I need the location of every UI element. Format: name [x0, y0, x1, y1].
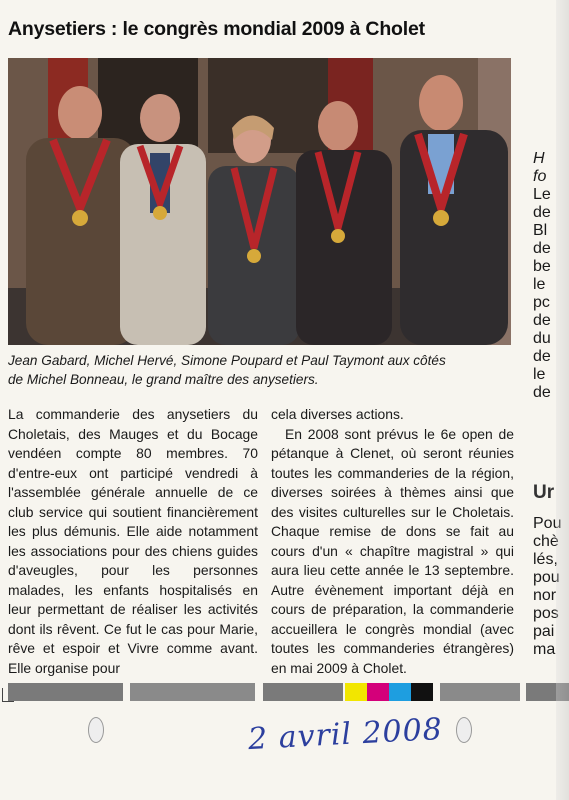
handwritten-date: 2 avril 2008	[247, 711, 444, 758]
adjacent-fragment: du	[533, 330, 551, 347]
adjacent-fragment: pc	[533, 294, 550, 311]
column-1-text: La commanderie des anysetiers du Choletais, des Mauges et du Bocage vendéen compte 80 membres. 70 d'entre-eux ont participé vendredi à l'assemblée générale annuelle de ce club service qui soutient financièrement les plus démunis. Elle aide notamment les associations pour des chiens guides d'aveugles, pour les personnes malades, les enfants hospitalisés en leur permettant de réaliser les activités dont ils rêvent. Ce fut le cas pour Marie, rêve et espoir et Vivre comme avant. Elle organise pour	[8, 406, 258, 676]
adjacent-fragment: de	[533, 312, 551, 329]
caption-line-1: Jean Gabard, Michel Hervé, Simone Poupard et Paul Taymont aux côtés	[8, 353, 446, 368]
article-column-1	[8, 405, 258, 678]
gray-bar	[8, 683, 123, 701]
binder-hole	[88, 717, 104, 743]
adjacent-fragment: de	[533, 240, 551, 257]
black-swatch	[411, 683, 433, 701]
photo-caption	[8, 351, 513, 389]
adjacent-fragment: lés,	[533, 551, 558, 568]
adjacent-fragment: le	[533, 276, 546, 293]
adjacent-fragment: Le	[533, 186, 551, 203]
adjacent-fragment: de	[533, 384, 551, 401]
binder-hole	[456, 717, 472, 743]
adjacent-fragment: de	[533, 348, 551, 365]
adjacent-heading: Ur	[533, 482, 555, 503]
column-2-lead: cela diverses actions.	[271, 406, 404, 422]
adjacent-fragment: nor	[533, 587, 557, 604]
adjacent-fragment: be	[533, 258, 551, 275]
cyan-swatch	[389, 683, 411, 701]
adjacent-fragment: pou	[533, 569, 560, 586]
adjacent-fragment: H	[533, 150, 545, 167]
adjacent-fragment: le	[533, 366, 546, 383]
gray-bar	[440, 683, 520, 701]
article-headline: Anysetiers : le congrès mondial 2009 à Cholet	[8, 18, 425, 40]
group-photo	[8, 58, 511, 345]
adjacent-fragment: chè	[533, 533, 559, 550]
yellow-swatch	[345, 683, 367, 701]
print-color-bar	[8, 683, 569, 701]
adjacent-fragment: ma	[533, 641, 556, 658]
gray-bar	[263, 683, 343, 701]
adjacent-fragment: Pou	[533, 515, 562, 532]
gray-bar	[130, 683, 255, 701]
adjacent-fragment: de	[533, 204, 551, 221]
adjacent-fragment: pai	[533, 623, 555, 640]
adjacent-fragment: pos	[533, 605, 559, 622]
adjacent-fragment: Bl	[533, 222, 548, 239]
magenta-swatch	[367, 683, 389, 701]
article-column-2	[271, 405, 514, 678]
page-edge-shadow	[556, 0, 569, 800]
adjacent-fragment: fo	[533, 168, 547, 185]
column-2-paragraph: En 2008 sont prévus le 6e open de pétanque à Clenet, où seront réunies toutes les commanderies de la région, diverses soirées à thèmes ainsi que des visites culturelles sur le Choletais. Chaque remise de dons se fait au cours d'un « chapître magistral » qui aura lieu cette année le 13 septembre. Autre évènement important déjà en cours de préparation, la commanderie accueillera le congrès mondial (avec toutes les commanderies étrangères) en mai 2009 à Cholet.	[271, 425, 514, 676]
caption-line-2: de Michel Bonneau, le grand maître des anysetiers.	[8, 372, 319, 387]
article-photo	[8, 58, 511, 345]
